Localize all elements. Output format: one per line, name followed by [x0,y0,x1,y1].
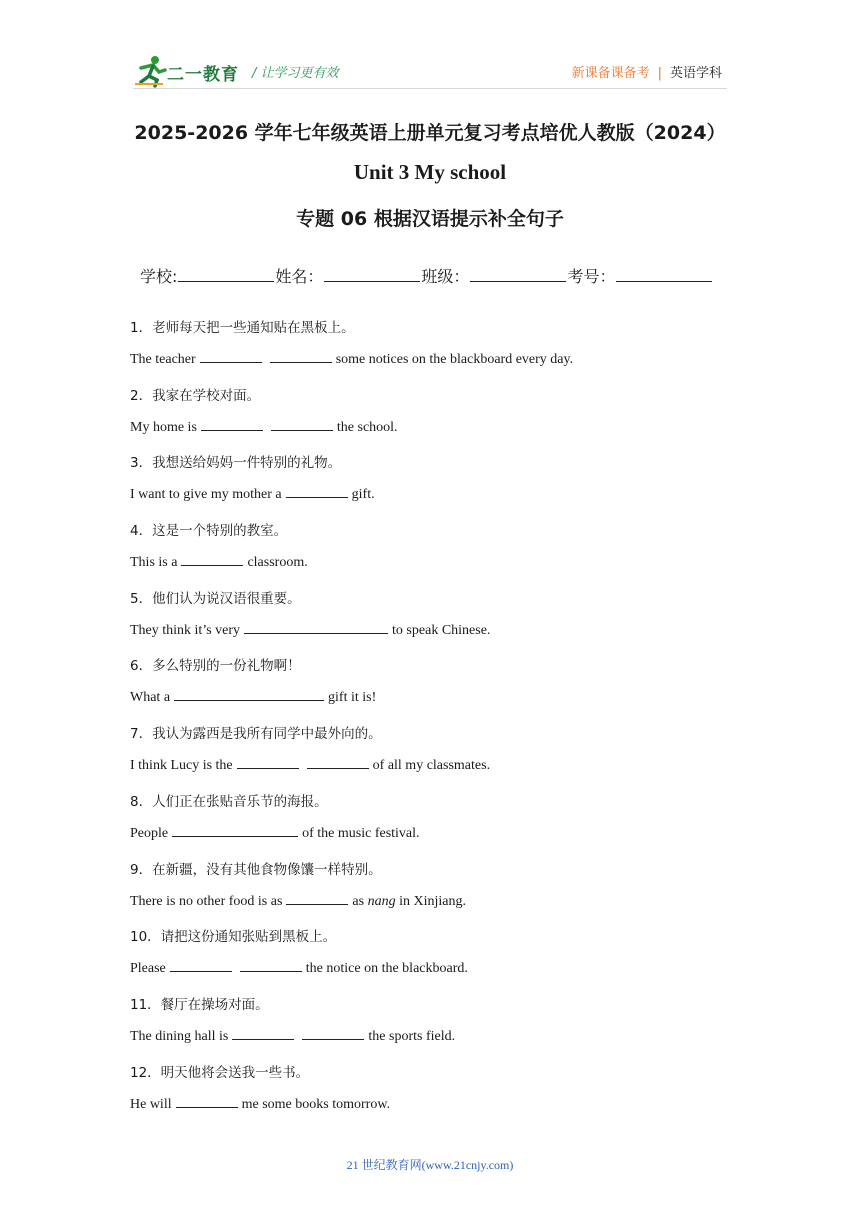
sentence-text: What a [130,690,171,706]
logo [133,54,245,88]
header-subject-label: 英语学科 [669,66,722,81]
answer-blank [286,485,348,498]
sentence-text: in Xinjiang. [399,893,466,909]
chinese-prompt: 9．在新疆，没有其他食物像馕一样特别。 [130,861,382,878]
answer-blank [201,418,263,431]
class-label: 班级： [421,267,470,286]
answer-blank [172,824,298,837]
chinese-prompt: 8．人们正在张贴音乐节的海报。 [130,793,328,810]
english-sentence [130,1027,455,1045]
sentence-text: of all my classmates. [372,758,491,774]
chinese-prompt: 12．明天他将会送我一些书。 [130,1064,310,1081]
english-sentence [130,892,466,910]
question-item [130,784,730,852]
chinese-prompt: 1．老师每天把一些通知贴在黑板上。 [130,320,355,336]
question-item [130,919,730,987]
page-footer: 21 世纪教育网(www.21cnjy.com) [346,1158,514,1172]
english-sentence [130,621,490,639]
answer-blank [244,621,388,634]
chinese-prompt: 3．我想送给妈妈一件特别的礼物。 [130,455,342,472]
name-blank [324,267,420,282]
sentence-text: the notice on the blackboard. [305,961,468,977]
topic-title: 专题 06 根据汉语提示补全句子 [296,208,564,230]
sentence-text: I want to give my mother a [130,487,282,503]
question-item [130,513,730,581]
sentence-text: This is a [130,555,178,571]
answer-blank [240,959,302,972]
chinese-prompt: 7．我认为露西是我所有同学中最外向的。 [130,726,382,743]
italic-word: nang [367,893,396,909]
chinese-prompt: 6．多么特别的一份礼物啊！ [130,658,301,675]
sentence-text: The teacher [130,352,196,367]
document-title: 2025-2026 学年七年级英语上册单元复习考点培优人教版（2024） [134,122,726,144]
sentence-text: He will [130,1096,172,1112]
english-sentence [130,959,468,977]
question-item [130,852,730,920]
sentence-text: classroom. [247,555,308,571]
question-item [130,378,730,446]
sentence-text: gift it is! [328,690,377,706]
question-item [130,1055,730,1123]
chinese-prompt: 11．餐厅在操场对面。 [130,996,269,1013]
sentence-text: My home is [130,419,197,435]
sentence-text: Please [130,961,166,977]
question-list [130,310,730,1122]
number-label: 考号： [567,267,616,286]
answer-blank [181,553,243,566]
unit-title: Unit 3 My school [353,160,507,184]
sentence-text: People [130,825,169,841]
sentence-text: me some books tomorrow. [241,1096,391,1112]
question-item [130,648,730,716]
sentence-text: the sports field. [368,1028,456,1044]
sentence-text: the school. [336,419,398,435]
answer-blank [307,756,369,769]
answer-blank [271,418,333,431]
question-item [130,987,730,1055]
header-course-label: 新课备课备考 [571,66,650,81]
school-blank [178,267,274,282]
runner-logo-icon [133,54,169,88]
sentence-text: The dining hall is [130,1028,229,1044]
sentence-text: gift. [351,487,375,503]
page-header [0,0,860,100]
english-sentence [130,553,308,571]
english-sentence [130,350,573,368]
header-separator: | [657,66,662,81]
school-label: 学校: [140,267,178,286]
sentence-text: There is no other food is as [130,893,283,909]
question-item [130,445,730,513]
english-sentence [130,418,398,436]
header-divider [133,88,727,89]
answer-blank [286,892,348,905]
question-item [130,581,730,649]
class-blank [470,267,566,282]
english-sentence [130,485,375,503]
english-sentence [130,1095,390,1113]
sentence-text: of the music festival. [302,825,420,841]
sentence-text: some notices on the blackboard every day. [335,352,574,367]
sentence-text: to speak Chinese. [392,622,491,638]
english-sentence [130,824,420,842]
answer-blank [170,959,232,972]
chinese-prompt: 4．这是一个特别的教室。 [130,523,288,540]
answer-blank [237,756,299,769]
answer-blank [232,1027,294,1040]
number-blank [616,267,712,282]
student-info-row [140,264,713,287]
answer-blank [200,350,262,363]
header-subject [572,62,722,81]
name-label: 姓名： [275,267,324,286]
english-sentence [130,756,490,774]
logo-text: 二一教育 [167,65,239,85]
sentence-text: They think it’s very [130,622,241,638]
sentence-text: I think Lucy is the [130,758,233,774]
sentence-text: as [352,893,365,909]
chinese-prompt: 2．我家在学校对面。 [130,387,261,404]
question-item [130,310,730,378]
english-sentence [130,688,376,706]
question-item [130,716,730,784]
chinese-prompt: 5．他们认为说汉语很重要。 [130,590,301,607]
chinese-prompt: 10．请把这份通知张贴到黑板上。 [130,929,337,946]
answer-blank [302,1027,364,1040]
answer-blank [176,1095,238,1108]
answer-blank [174,688,324,701]
answer-blank [270,350,332,363]
slogan: / 让学习更有效 [252,66,339,81]
